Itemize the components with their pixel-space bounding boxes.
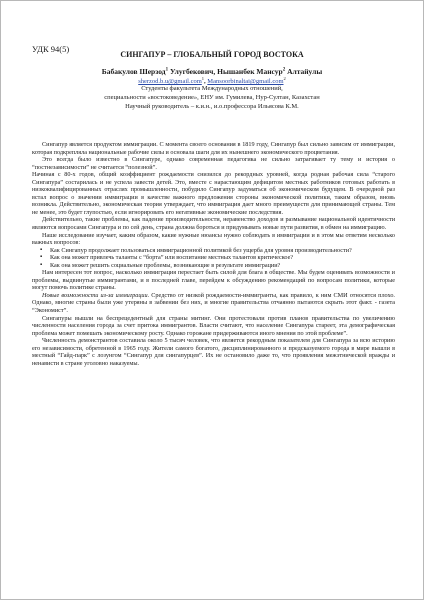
paragraph-2: Это всегда было известно в Сингапуре, однако современная педагогика не сильно затрагивает ту тему и история о “постнезависимости” не считается “полезной”. xyxy=(32,156,395,171)
question-item-3: ▪ Как она может решить социальные проблемы, возникающие в результате иммиграции? xyxy=(50,262,395,270)
paragraph-9: Численность демонстрантов составила около 5 тысяч человек, что является рекордным показателем для Сингапура за всю историю его независимости, обретенной в 1965 году. Жители самого богатого, дисциплинированного и предсказуемого города в мире вышли в местный “Гайд-парк” с лозунгом “Сингапур для сингапурцев”. Их не остановило даже то, что проявления межэтнической вражды и ненависти в стране уголовно наказуемы. xyxy=(32,337,395,367)
email-superscript-1: 1 xyxy=(201,76,205,81)
email-line xyxy=(1,76,423,85)
author-superscript-1: 1 xyxy=(165,67,169,73)
question-list xyxy=(32,247,395,270)
question-item-2: ▪ Как она может привлечь таланты с “борта” или воспитание местных талантов критическое? xyxy=(50,254,395,262)
email-separator: , xyxy=(204,78,208,86)
affiliation-line-1: Студенты факультета Международных отношений, xyxy=(141,85,283,92)
paragraph-6: Нам интересен тот вопрос, насколько иммиграция перестает быть силой для блага в обществе. Мы будем оценивать возможности и проблемы, выдвинутые иммигрантами, и в последней главе, перейдем к обсуждению рекомендаций по вопросам политики, которые могут помочь политике страны. xyxy=(32,269,395,292)
author-line xyxy=(1,67,423,76)
paragraph-7-text: Средство от низкой рождаемости-иммигранты, как правило, к ним СМИ относятся плохо. Однако, многие страны были уже утеряны в забвении без них, и многие правительства отчаянно пытаются скрыть этот факт. - газета “Экономист”. xyxy=(32,291,395,315)
email-superscript-2: 2 xyxy=(283,76,286,81)
paragraph-3: Начиная с 80-х годов, общий коэффициент рождаемости снизился до рекордных уровней, когда родная рабочая сила “старого Сингапура” состарилась и не успела завести детей. Это, вместе с нарастающим дефицитом местных работников готовых работать в низкоквалифицированных отраслях промышленности, побудило Сингапур задуматься об экономическом будущем. В очередной раз встал вопрос о значении иммиграции в качестве важного предложения стороны экономической политики, таким образом, вновь возникла. Действительно, экономическая теория утверждает, что иммиграция дает много преимуществ для принимающей страны. Тем не менее, это будет глупостью, если игнорировать его негативные экономические последствия. xyxy=(32,171,395,216)
paper-title: СИНГАПУР – ГЛОБАЛЬНЫЙ ГОРОД ВОСТОКА xyxy=(120,50,304,59)
paragraph-8: Сингапуры вышли на беспрецедентный для страны митинг. Они протестовали против планов правительства по увеличению численности населения города за счет притока иммигрантов. Власти считают, что население Сингапура стареет, эта демографическая проблема может помешать экономическому росту. Однако горожане придерживаются иного мнения по этой проблеме”. xyxy=(32,314,395,337)
paragraph-7 xyxy=(32,292,395,315)
author-superscript-2: 2 xyxy=(282,67,286,73)
paragraph-5: Наше исследование изучает, каким образом, какие нужные нюансы нужно соблюдать в иммиграции и в этом мы ответим несколько важных вопросов: xyxy=(32,231,395,247)
email-link-2[interactable]: Mansoorbinaltai@gmail.com xyxy=(207,78,284,86)
supervisor-line: Научный руководитель – к.и.н., и.о.профессора Ильясова К.М. xyxy=(125,103,299,110)
article-body xyxy=(32,141,395,367)
paragraph-4: Действительно, такие проблемы, как падение производительности, неравенство доходов и размывание национальной идентичности являются вопросами Сингапура и по сей день, страна должна бороться и придумывать новые пути развития, в обмен на иммиграцию. xyxy=(32,216,395,232)
email-link-1[interactable]: sherzod.b.u@gmail.com xyxy=(138,78,202,86)
author-name-2-rest: Алтайулы xyxy=(285,67,323,76)
author-name-1: Бабакулов Шерзод xyxy=(101,67,166,76)
paragraph-1: Сингапур является продуктом иммиграции. С момента своего основания в 1819 году, Сингапур был сильно зависим от иммиграции, которая подкрепляла национальные рабочие силы и основала шаги для их нынешнего экономического процветания. xyxy=(32,141,395,156)
author-name-1-rest: Улугбекович, Нышанбек Мансур xyxy=(168,67,283,76)
section-heading-italic: Новые возможности из-за иммиграции. xyxy=(42,291,150,299)
udk-code: УДК 94(5) xyxy=(32,44,70,54)
question-item-1: ▪ Как Сингапур продолжает пользоваться иммиграционной политикой без ущерба для уровня производительности? xyxy=(50,247,395,255)
affiliation-line-2: специальности «востоковедение», ЕНУ им. Гумилева, Нур-Султан, Казахстан xyxy=(104,94,320,101)
